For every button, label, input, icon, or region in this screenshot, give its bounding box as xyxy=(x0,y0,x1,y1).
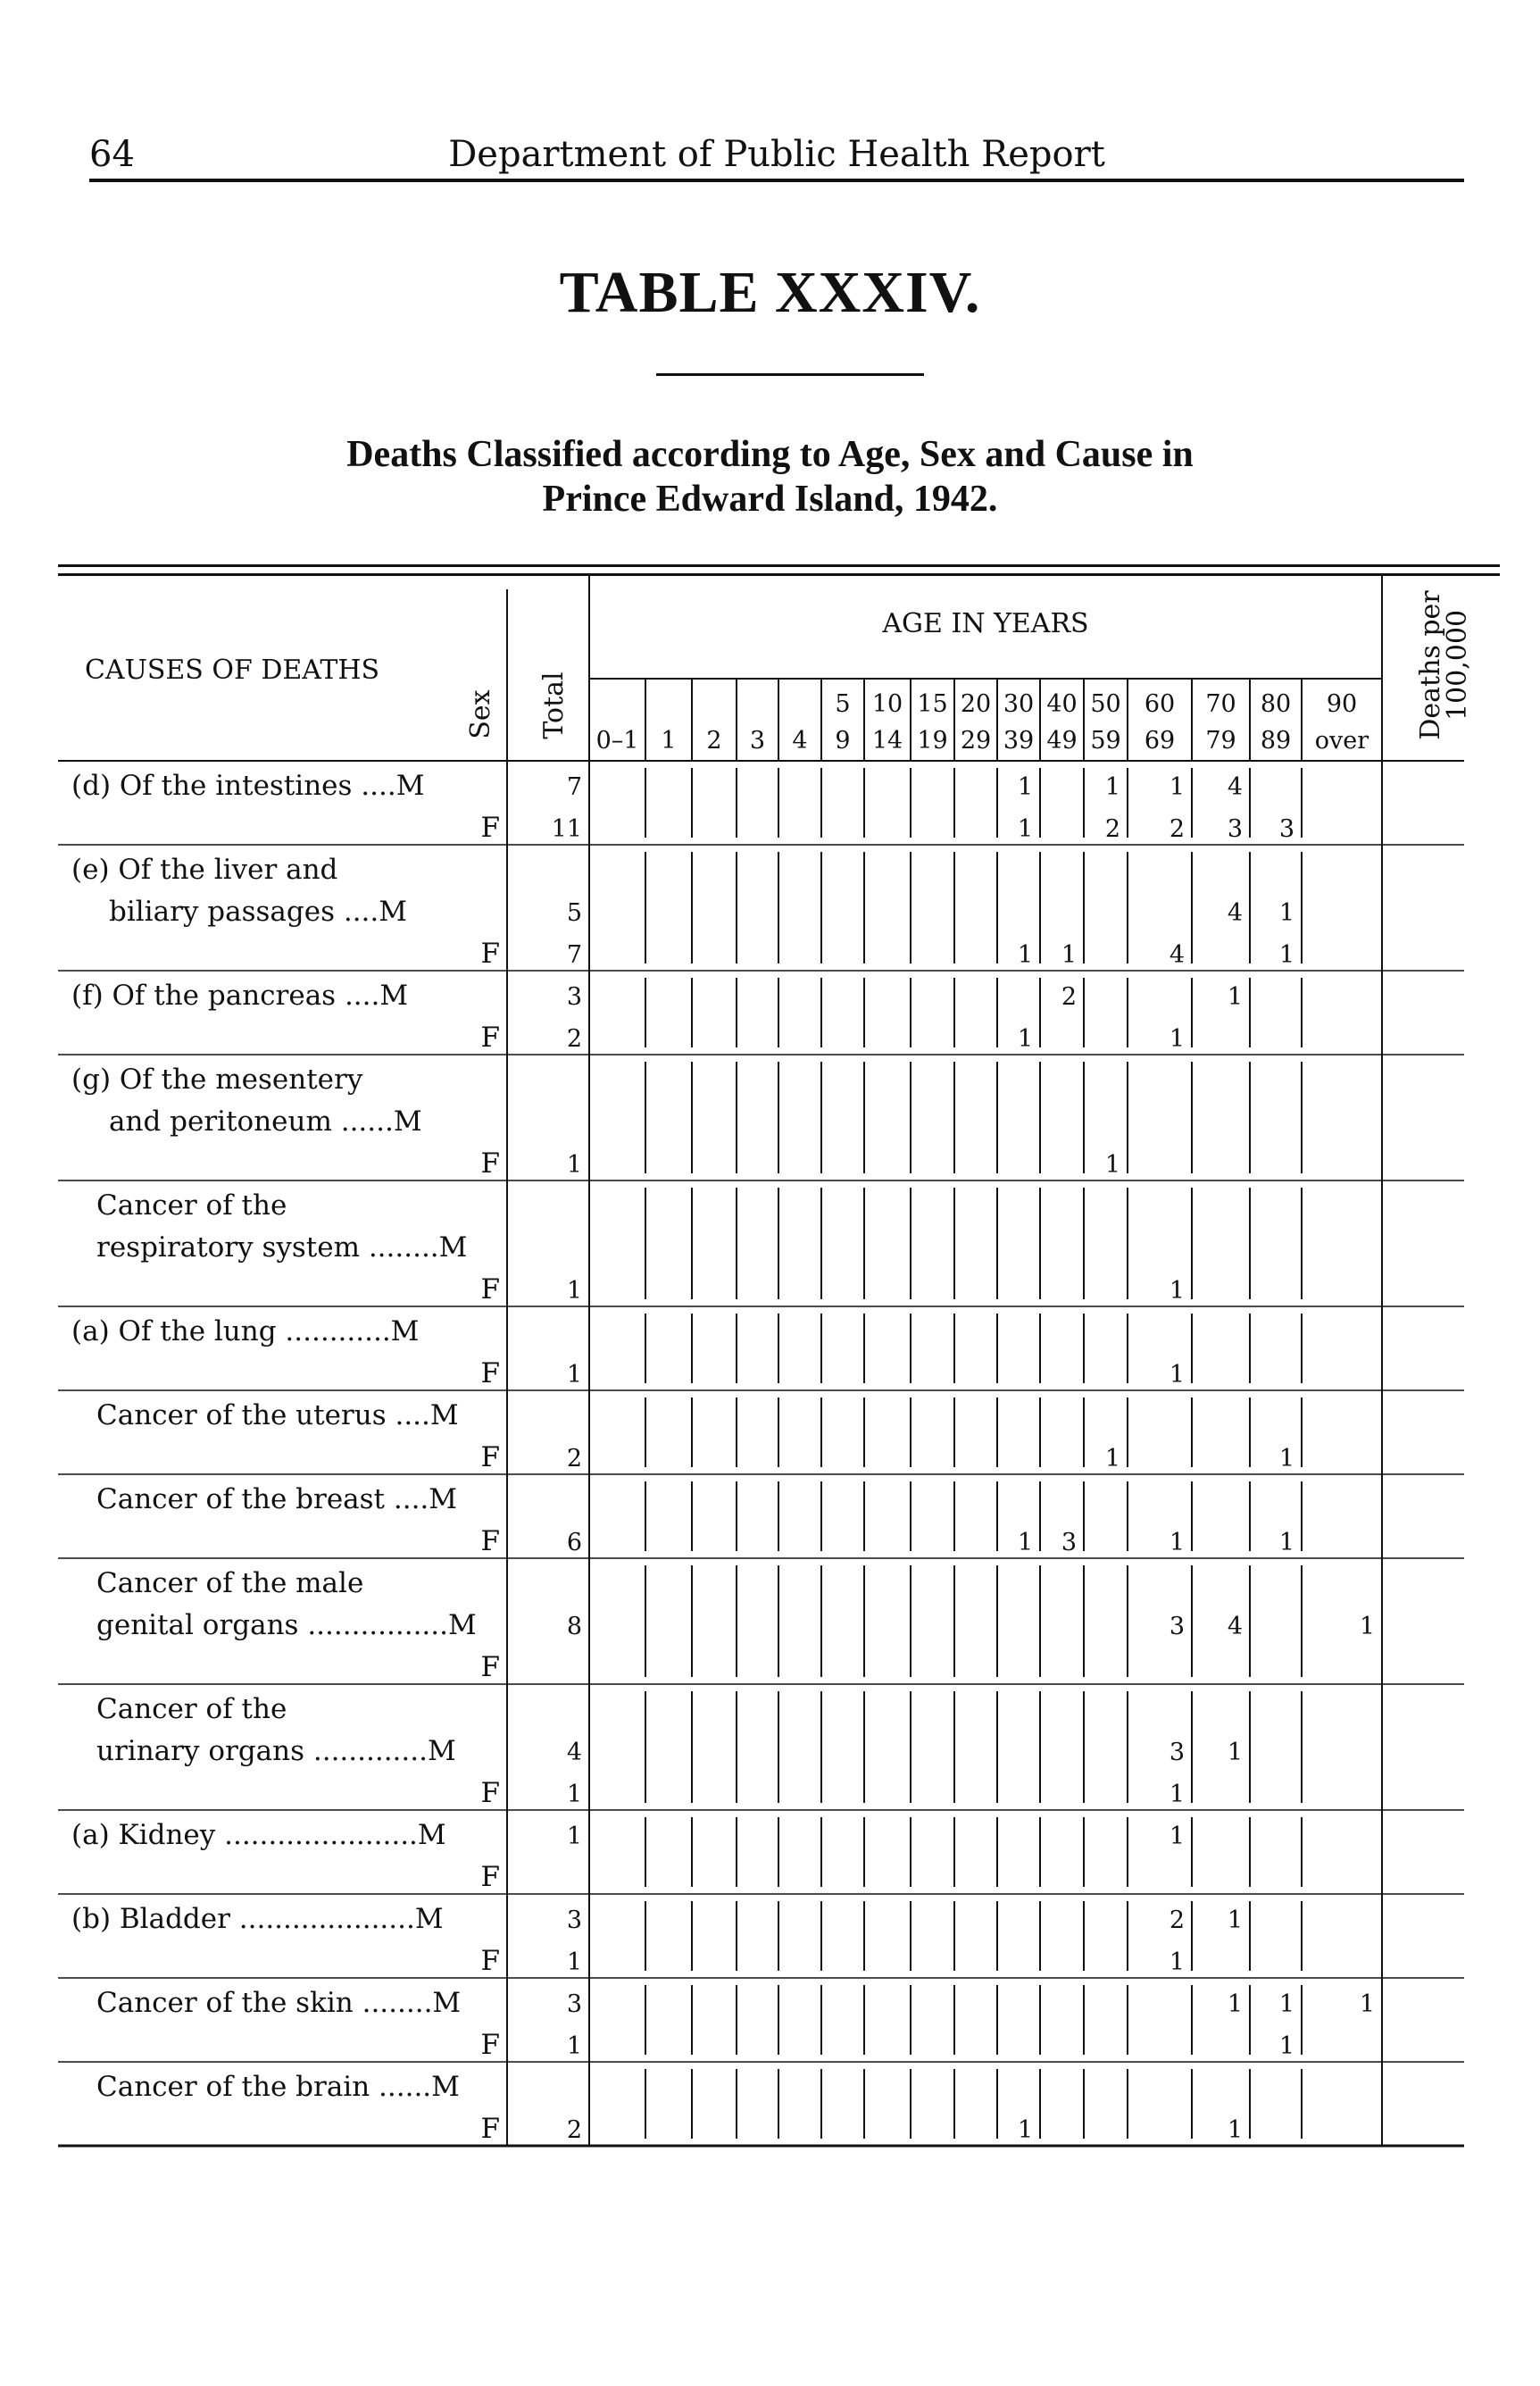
total-cell: 1 xyxy=(566,2032,582,2060)
age-col-head-bottom: 69 xyxy=(1144,727,1176,755)
cause-label: (a) Of the lung ............M xyxy=(71,1315,420,1347)
cause-label: (g) Of the mesentery xyxy=(71,1064,363,1096)
age-cell: 2 xyxy=(1169,815,1185,843)
cause-label: biliary passages ....M xyxy=(109,896,407,928)
age-cell: 1 xyxy=(1278,1445,1294,1472)
cause-label: Cancer of the brain ......M xyxy=(96,2071,460,2103)
cause-label: Cancer of the male xyxy=(96,1567,364,1599)
age-col-head-top: 20 xyxy=(960,690,992,718)
sex-cell: F xyxy=(480,1022,500,1054)
age-col-head-top: 10 xyxy=(871,690,903,718)
age-col-head-top: 40 xyxy=(1046,690,1078,718)
cause-label: (a) Kidney ......................M xyxy=(71,1819,446,1851)
age-cell: 1 xyxy=(1017,2116,1033,2144)
age-cell: 1 xyxy=(1169,1361,1185,1389)
cause-label: Cancer of the xyxy=(96,1693,287,1725)
age-cell: 2 xyxy=(1169,1906,1185,1934)
age-cell: 4 xyxy=(1227,899,1243,927)
sex-cell: F xyxy=(480,1273,500,1306)
age-cell: 1 xyxy=(1278,941,1294,969)
total-cell: 7 xyxy=(566,941,582,969)
age-col-head-bottom: 3 xyxy=(749,727,766,755)
age-cell: 1 xyxy=(1169,1823,1185,1850)
age-cell: 4 xyxy=(1227,1613,1243,1640)
age-cell: 4 xyxy=(1169,941,1185,969)
age-cell: 1 xyxy=(1278,1990,1294,2018)
sex-cell: F xyxy=(480,812,500,844)
age-col-head-top: 50 xyxy=(1090,690,1121,718)
cause-label: Cancer of the breast ....M xyxy=(96,1483,458,1515)
age-cell: 1 xyxy=(1227,1990,1243,2018)
age-col-head-bottom: 39 xyxy=(1003,727,1035,755)
age-cell: 1 xyxy=(1359,1613,1375,1640)
total-cell: 5 xyxy=(566,899,582,927)
age-col-head-bottom: 2 xyxy=(706,727,722,755)
sex-cell: F xyxy=(480,938,500,970)
subtitle-line-2: Prince Edward Island, 1942. xyxy=(542,479,998,520)
total-cell: 1 xyxy=(566,1151,582,1179)
page-number: 64 xyxy=(89,134,135,175)
age-cell: 3 xyxy=(1061,1529,1077,1556)
age-col-head-bottom: 59 xyxy=(1090,727,1121,755)
total-cell: 1 xyxy=(566,1781,582,1808)
age-cell: 1 xyxy=(1169,1529,1185,1556)
age-col-head-bottom: 89 xyxy=(1260,727,1292,755)
cause-label: (d) Of the intestines ....M xyxy=(71,770,425,802)
age-cell: 4 xyxy=(1227,773,1243,801)
age-cell: 1 xyxy=(1017,941,1033,969)
age-cell: 1 xyxy=(1061,941,1077,969)
age-cell: 1 xyxy=(1169,773,1185,801)
age-cell: 3 xyxy=(1278,815,1294,843)
age-col-head-top: 60 xyxy=(1144,690,1176,718)
sex-cell: F xyxy=(480,1525,500,1557)
age-col-head-top: 90 xyxy=(1326,690,1358,718)
age-col-head-bottom: 14 xyxy=(871,727,903,755)
age-col-head-bottom: 19 xyxy=(917,727,948,755)
sex-cell: F xyxy=(480,1357,500,1389)
sex-cell: F xyxy=(480,1441,500,1473)
age-cell: 3 xyxy=(1227,815,1243,843)
age-cell: 3 xyxy=(1169,1613,1185,1640)
cause-label: genital organs ................M xyxy=(96,1609,477,1641)
age-cell: 1 xyxy=(1227,1739,1243,1766)
age-cell: 1 xyxy=(1017,1529,1033,1556)
total-cell: 1 xyxy=(566,1948,582,1976)
sex-cell: F xyxy=(480,1945,500,1977)
total-cell: 2 xyxy=(566,2116,582,2144)
cause-label: Cancer of the skin ........M xyxy=(96,1987,462,2019)
age-col-head-top: 70 xyxy=(1205,690,1236,718)
running-title: Department of Public Health Report xyxy=(448,134,1105,175)
total-cell: 8 xyxy=(566,1613,582,1640)
cause-label: (b) Bladder ....................M xyxy=(71,1903,444,1935)
age-cell: 1 xyxy=(1169,1948,1185,1976)
age-cell: 1 xyxy=(1278,1529,1294,1556)
total-header: Total xyxy=(538,672,570,739)
age-col-head-top: 5 xyxy=(835,690,851,718)
age-cell: 1 xyxy=(1017,1025,1033,1053)
age-cell: 2 xyxy=(1104,815,1120,843)
deaths-per-header-2: 100,000 xyxy=(1442,609,1473,722)
age-cell: 2 xyxy=(1061,983,1077,1011)
causes-header: CAUSES OF DEATHS xyxy=(84,655,380,686)
cause-label: respiratory system ........M xyxy=(96,1231,468,1264)
age-col-head-bottom: 4 xyxy=(792,727,808,755)
total-cell: 3 xyxy=(566,1906,582,1934)
age-cell: 1 xyxy=(1169,1781,1185,1808)
age-cell: 1 xyxy=(1017,815,1033,843)
age-cell: 1 xyxy=(1104,1445,1120,1472)
age-cell: 1 xyxy=(1104,1151,1120,1179)
age-cell: 1 xyxy=(1359,1990,1375,2018)
cause-label: (e) Of the liver and xyxy=(71,854,338,886)
cause-label: Cancer of the uterus ....M xyxy=(96,1399,459,1431)
cause-label: and peritoneum ......M xyxy=(109,1105,422,1138)
total-cell: 2 xyxy=(566,1445,582,1472)
total-cell: 3 xyxy=(566,1990,582,2018)
sex-cell: F xyxy=(480,2113,500,2145)
subtitle-line-1: Deaths Classified according to Age, Sex and Cause in xyxy=(346,434,1194,475)
age-cell: 1 xyxy=(1278,899,1294,927)
age-col-head-top: 15 xyxy=(917,690,948,718)
deaths-per-header: Deaths per xyxy=(1415,590,1446,740)
total-cell: 6 xyxy=(566,1529,582,1556)
age-col-head-bottom: 1 xyxy=(661,727,677,755)
age-cell: 1 xyxy=(1169,1025,1185,1053)
sex-cell: F xyxy=(480,2029,500,2061)
total-cell: 3 xyxy=(566,983,582,1011)
age-cell: 3 xyxy=(1169,1739,1185,1766)
total-cell: 2 xyxy=(566,1025,582,1053)
cause-label: urinary organs .............M xyxy=(96,1735,456,1767)
age-col-head-bottom: over xyxy=(1314,727,1369,755)
age-col-head-bottom: 49 xyxy=(1046,727,1078,755)
age-group-header: AGE IN YEARS xyxy=(882,608,1089,639)
total-cell: 1 xyxy=(566,1361,582,1389)
age-cell: 1 xyxy=(1227,2116,1243,2144)
age-cell: 1 xyxy=(1278,2032,1294,2060)
age-cell: 1 xyxy=(1104,773,1120,801)
table-title: TABLE XXXIV. xyxy=(559,260,981,325)
total-cell: 1 xyxy=(566,1823,582,1850)
age-cell: 1 xyxy=(1017,773,1033,801)
sex-cell: F xyxy=(480,1777,500,1809)
age-cell: 1 xyxy=(1227,983,1243,1011)
age-col-head-bottom: 0–1 xyxy=(595,727,639,755)
sex-cell: F xyxy=(480,1651,500,1683)
age-cell: 1 xyxy=(1169,1277,1185,1305)
sex-cell: F xyxy=(480,1147,500,1180)
sex-cell: F xyxy=(480,1861,500,1893)
age-col-head-bottom: 29 xyxy=(960,727,992,755)
total-cell: 1 xyxy=(566,1277,582,1305)
age-col-head-top: 30 xyxy=(1003,690,1035,718)
age-col-head-bottom: 9 xyxy=(835,727,851,755)
age-cell: 1 xyxy=(1227,1906,1243,1934)
age-col-head-top: 80 xyxy=(1260,690,1292,718)
total-cell: 7 xyxy=(566,773,582,801)
cause-label: Cancer of the xyxy=(96,1189,287,1222)
age-col-head-bottom: 79 xyxy=(1205,727,1236,755)
sex-header: Sex xyxy=(465,689,496,739)
total-cell: 11 xyxy=(551,815,582,843)
cause-label: (f) Of the pancreas ....M xyxy=(71,980,409,1012)
total-cell: 4 xyxy=(566,1739,582,1766)
